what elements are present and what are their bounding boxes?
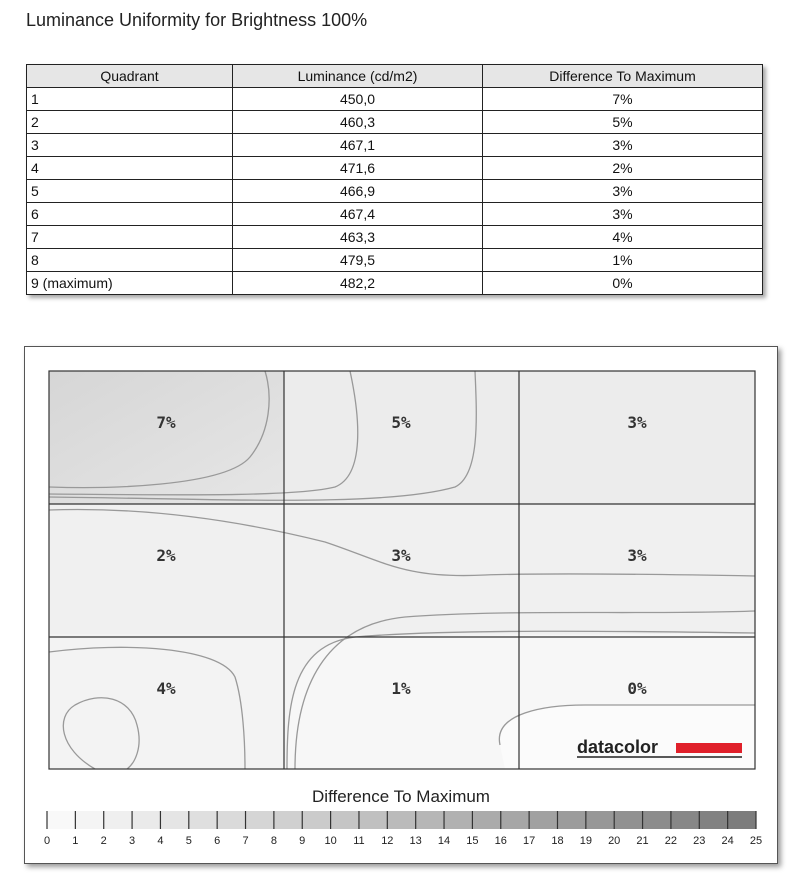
cell-label-1: 7%: [156, 413, 176, 432]
difference-cell: 2%: [483, 157, 763, 180]
scale-tick-label: 20: [608, 835, 621, 847]
difference-cell: 0%: [483, 272, 763, 295]
luminance-cell: 471,6: [233, 157, 483, 180]
scale-tick-label: 7: [242, 835, 249, 847]
scale-tick-label: 2: [100, 835, 107, 847]
difference-cell: 3%: [483, 134, 763, 157]
difference-cell: 7%: [483, 88, 763, 111]
page-title: Luminance Uniformity for Brightness 100%: [26, 10, 368, 30]
difference-cell: 3%: [483, 203, 763, 226]
scale-segment: [75, 811, 104, 829]
header-difference: Difference To Maximum: [483, 65, 763, 88]
scale-tick-label: 1: [72, 835, 79, 847]
quadrant-cell: 8: [27, 249, 233, 272]
scale-segment: [671, 811, 700, 829]
logo-bar: [676, 743, 742, 753]
scale-tick-label: 22: [664, 835, 678, 847]
table-row: [27, 272, 763, 295]
scale-segment: [160, 811, 189, 829]
scale-tick-label: 18: [551, 835, 564, 847]
scale-tick-label: 3: [129, 835, 136, 847]
scale-segment: [586, 811, 615, 829]
scale-segment: [557, 811, 586, 829]
scale-segment: [699, 811, 728, 829]
table-row: [27, 111, 763, 134]
scale-segment: [643, 811, 672, 829]
luminance-cell: 466,9: [233, 180, 483, 203]
cell-label-9: 0%: [627, 679, 647, 698]
cell-label-8: 1%: [391, 679, 411, 698]
scale-segment: [331, 811, 360, 829]
scale-tick-label: 5: [185, 835, 192, 847]
luminance-cell: 450,0: [233, 88, 483, 111]
scale-segment: [529, 811, 558, 829]
scale-segment: [387, 811, 416, 829]
cell-label-5: 3%: [391, 546, 411, 565]
luminance-cell: 460,3: [233, 111, 483, 134]
cell-label-3: 3%: [627, 413, 647, 432]
quadrant-cell: 3: [27, 134, 233, 157]
scale-segment: [501, 811, 530, 829]
table-row: [27, 249, 763, 272]
scale-tick-label: 13: [409, 835, 422, 847]
header-quadrant: Quadrant: [27, 65, 233, 88]
scale-segment: [472, 811, 501, 829]
scale-tick-label: 16: [494, 835, 507, 847]
scale-tick-label: 11: [353, 835, 365, 847]
scale-segment: [217, 811, 246, 829]
luminance-table: [26, 64, 763, 295]
scale-segment: [274, 811, 303, 829]
scale-tick-label: 23: [693, 835, 706, 847]
scale-tick-label: 12: [381, 835, 394, 847]
quadrant-cell: 6: [27, 203, 233, 226]
scale-segment: [132, 811, 161, 829]
gradient-scale: [44, 811, 762, 847]
table-row: [27, 157, 763, 180]
scale-tick-label: 4: [157, 835, 164, 847]
scale-segment: [189, 811, 218, 829]
quadrant-cell: 2: [27, 111, 233, 134]
luminance-cell: 463,3: [233, 226, 483, 249]
luminance-cell: 479,5: [233, 249, 483, 272]
scale-tick-label: 25: [749, 835, 763, 847]
uniformity-chart: [25, 347, 777, 863]
scale-tick-label: 6: [214, 835, 221, 847]
quadrant-cell: 4: [27, 157, 233, 180]
cell-label-7: 4%: [156, 679, 176, 698]
scale-segment: [302, 811, 331, 829]
quadrant-cell: 1: [27, 88, 233, 111]
difference-cell: 5%: [483, 111, 763, 134]
table-row: [27, 134, 763, 157]
scale-tick-label: 9: [299, 835, 306, 847]
luminance-cell: 482,2: [233, 272, 483, 295]
difference-cell: 4%: [483, 226, 763, 249]
table-row: [27, 226, 763, 249]
scale-tick-label: 17: [522, 835, 536, 847]
cell-label-6: 3%: [627, 546, 647, 565]
scale-tick-label: 19: [579, 835, 592, 847]
quadrant-cell: 5: [27, 180, 233, 203]
uniformity-chart-panel: [24, 346, 778, 864]
scale-segment: [444, 811, 473, 829]
scale-tick-label: 15: [466, 835, 479, 847]
scale-tick-label: 8: [270, 835, 277, 847]
quadrant-cell: 7: [27, 226, 233, 249]
scale-segment: [359, 811, 388, 829]
table-row: [27, 88, 763, 111]
cell-label-4: 2%: [156, 546, 176, 565]
table-header-row: [27, 65, 763, 88]
scale-tick-label: 0: [43, 835, 51, 847]
quadrant-cell: 9 (maximum): [27, 272, 233, 295]
scale-segment: [246, 811, 275, 829]
table-row: [27, 180, 763, 203]
logo-text: datacolor: [577, 737, 659, 757]
scale-segment: [47, 811, 76, 829]
table-row: [27, 203, 763, 226]
scale-tick-label: 14: [437, 835, 451, 847]
scale-tick-label: 21: [636, 835, 649, 847]
scale-segment: [614, 811, 643, 829]
luminance-cell: 467,1: [233, 134, 483, 157]
scale-segment: [416, 811, 445, 829]
cell-label-2: 5%: [391, 413, 411, 432]
scale-tick-label: 24: [721, 835, 734, 847]
scale-segment: [728, 811, 757, 829]
scale-segment: [104, 811, 133, 829]
scale-tick-label: 10: [324, 835, 337, 847]
luminance-cell: 467,4: [233, 203, 483, 226]
difference-cell: 3%: [483, 180, 763, 203]
difference-cell: 1%: [483, 249, 763, 272]
scale-title: Difference To Maximum: [312, 787, 490, 806]
header-luminance: Luminance (cd/m2): [233, 65, 483, 88]
